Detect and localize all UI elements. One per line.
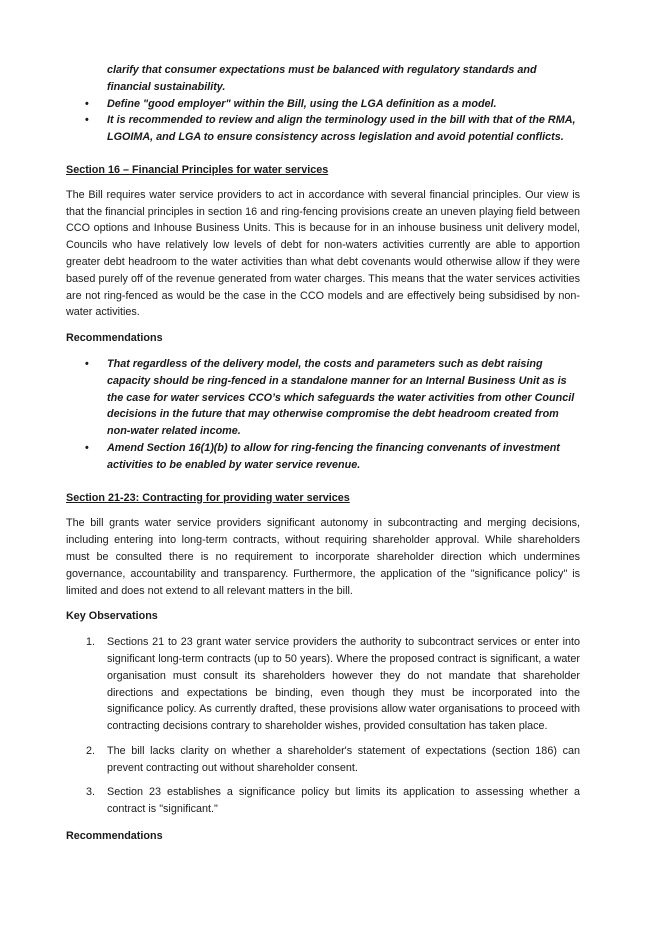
observation-text: Section 23 establishes a significance policy but limits its application to assessing whether a contract is "significant." — [107, 786, 580, 816]
observation-text: The bill lacks clarity on whether a shareholder's statement of expectations (section 186) can prevent contracting out without shareholder consent. — [107, 744, 580, 774]
bullet-item: • Define "good employer" within the Bill, using the LGA definition as a model. — [66, 96, 580, 113]
recommendation-item: • Amend Section 16(1)(b) to allow for ring-fencing the financing convenants of investment activities to be enabled by water service revenue. — [66, 440, 580, 474]
bullet-item: • It is recommended to review and align the terminology used in the bill with that of the RMA, LGOIMA, and LGA to ensure consistency across legislation and avoid potential conflicts. — [66, 112, 580, 146]
key-observations-heading: Key Observations — [66, 610, 158, 623]
section-16-recommendations-list — [66, 356, 580, 474]
observation-text: Sections 21 to 23 grant water service providers the authority to subcontract services or enter into significant long-term contracts (up to 50 years). Where the proposed contract is significant, a water organisation must consult its shareholders however they do not mandate that shareholder directions and expectations be binding, even though they must be incorporated into the significance policy. As currently drafted, these provisions allow water organisations to proceed with contracting decisions contrary to shareholder wishes, provided consultation has taken place. — [107, 636, 580, 733]
recommendation-item: • That regardless of the delivery model, the costs and parameters such as debt raising capacity should be ring-fenced in a standalone manner for an Internal Business Unit as is the case for water services CCO’s which safeguards the water activities from other Council decisions in the future that may otherwise compromise the debt headroom created from non-water related income. — [66, 356, 580, 440]
intro-bullet-list — [66, 96, 580, 146]
observation-number: 1. — [86, 636, 96, 649]
section-21-heading: Section 21-23: Contracting for providing water services — [66, 491, 350, 504]
section-21-recommendations-heading: Recommendations — [66, 830, 163, 843]
section-16-body: The Bill requires water service providers to act in accordance with several financial principles. Our view is that the financial principles in section 16 and ring-fencing provisions create an uneven playing field between CCO options and Inhouse Business Units. This is because for in an inhouse business unit delivery model, Councils who have relatively low levels of debt for non-waters activities currently are able to apportion greater debt headroom to the water activities than what debt covenants would otherwise allow if they were based purely off of the revenue generated from water charges. This means that the water services activities are not ring-fenced as would be the case in the CCO models and are effectively being subsidised by non-water activities. — [66, 188, 580, 319]
observation-number: 3. — [86, 786, 96, 799]
observation-item — [66, 784, 580, 818]
observation-item — [66, 743, 580, 777]
observation-number: 2. — [86, 744, 96, 757]
observation-item — [66, 634, 580, 735]
key-observations-list — [66, 634, 580, 818]
section-16-heading: Section 16 – Financial Principles for water services — [66, 163, 329, 176]
document-page — [66, 62, 580, 845]
section-21-body: The bill grants water service providers significant autonomy in subcontracting and merging decisions, including entering into long-term contracts, without requiring shareholder approval. While shareholders must be consulted there is no requirement to incorporate shareholder direction which undermines governance, accountability and transparency. Furthermore, the application of the "significance policy" is limited and does not extend to all relevant matters in the bill. — [66, 517, 580, 597]
section-16-recommendations-heading: Recommendations — [66, 332, 163, 345]
continued-bullet-text: clarify that consumer expectations must be balanced with regulatory standards and financial sustainability. — [107, 64, 537, 93]
